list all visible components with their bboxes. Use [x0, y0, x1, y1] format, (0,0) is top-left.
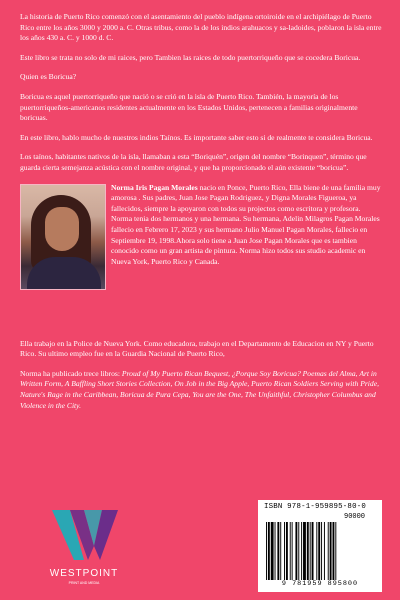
intro-paragraph-4: En este libro, hablo mucho de nuestros indios Taínos. Es importante saber esto si de realmente te considera Boricua.	[20, 132, 373, 142]
intro-paragraph-3: Boricua es aquel puertorriqueño que nació o se crió en la isla de Puerto Rico. También, la mayoría de los puertorriqueños-americanos residentes actualmente en los Estados Unidos, pertenecen a familias originalmente boricuas.	[20, 91, 358, 123]
books-intro: Norma ha publicado trece libros:	[20, 368, 122, 378]
author-bio	[20, 184, 382, 339]
isbn-barcode	[258, 500, 382, 592]
back-cover-text	[20, 12, 382, 420]
author-name: Norma Iris Pagan Morales	[111, 182, 198, 192]
westpoint-logo-icon	[48, 506, 120, 568]
intro-question: Quien es Boricua?	[20, 72, 77, 82]
intro-paragraph-1: La historia de Puerto Rico comenzó con el asentamiento del pueblo indígena ortoiroide en el archipiélago de Puerto Rico entre los años 3000 y 2000 a. C. Otras tribus, como la de los indios arahuacos y sa-ladoides, poblaron la isla entre los años 430 a. C. y 1000 d. C.	[20, 12, 382, 43]
author-career-paragraph: Ella trabajo en la Police de Nueva York. Como educadora, trabajo en el Departamento de Educacion en NY y Puerto Rico. Su ultimo empleo fue en la Guardia Nacional de Puerto Rico,	[20, 338, 374, 359]
publisher-logo	[48, 506, 120, 592]
publisher-tagline: PRINT AND MEDIA	[68, 581, 100, 585]
intro-paragraph-5: Los taínos, habitantes nativos de la isla, llamaban a esta “Boriquén”, origen del nombre “Borinquen”, término que guarda cierta semejanza acústica con el nombre original, y que ha proporcionado el aún existente “boricua”.	[20, 152, 367, 172]
publisher-name: WESTPOINT	[49, 568, 119, 579]
barcode-bars-icon	[264, 522, 376, 580]
author-books-paragraph	[20, 369, 382, 411]
author-bio-text	[111, 183, 383, 268]
price-code: 90000	[344, 513, 366, 521]
ean-number: 9 781959 895800	[281, 580, 359, 588]
intro-paragraph-2: Este libro se trata no solo de mi raices, pero Tambien las raices de todo puertorriqueño que se cocedera Boricua.	[20, 52, 361, 62]
books-list: Proud of My Puerto Rican Bequest, ¿Porque Soy Boricua? Poemas del Alma, Art in Written Form, A Baffling Short Stories Collection, On Job in the Big Apple, Puerto Rican Soldiers Serving with Pride, Nature's Rage in the Caribbean, Boricua de Pura Cepa, You are the One, The Unfaithful, Christopher Columbus and Violence in the City.	[20, 368, 379, 410]
author-photo	[20, 184, 106, 290]
isbn-label: ISBN 978-1-959895-80-0	[264, 503, 366, 511]
author-bio-body: nacio en Ponce, Puerto Rico, Ella biene de una familia muy amorosa . Sus padres, Juan Jose Pagan Rodriguez, y Digna Morales Figueroa, ya fallecidos, siempre la apoyaron con todos su projectos como escritora y profesora. Norma tenia dos hermanos y una hermana. Su hermana, Adelin Milagros Pagan Morales fallecio en Febrero 17, 2023 y sus hermano Julio Manuel Pagan Morales, fallecio en Septiembre 19, 1998.Ahora solo tiene a Juan Jose Pagan Morales que es tambien conocido como un gran artista de pintura. Norma hizo todos sus studio academic en Nueva York, Puerto Rico y Canada.	[111, 182, 381, 266]
